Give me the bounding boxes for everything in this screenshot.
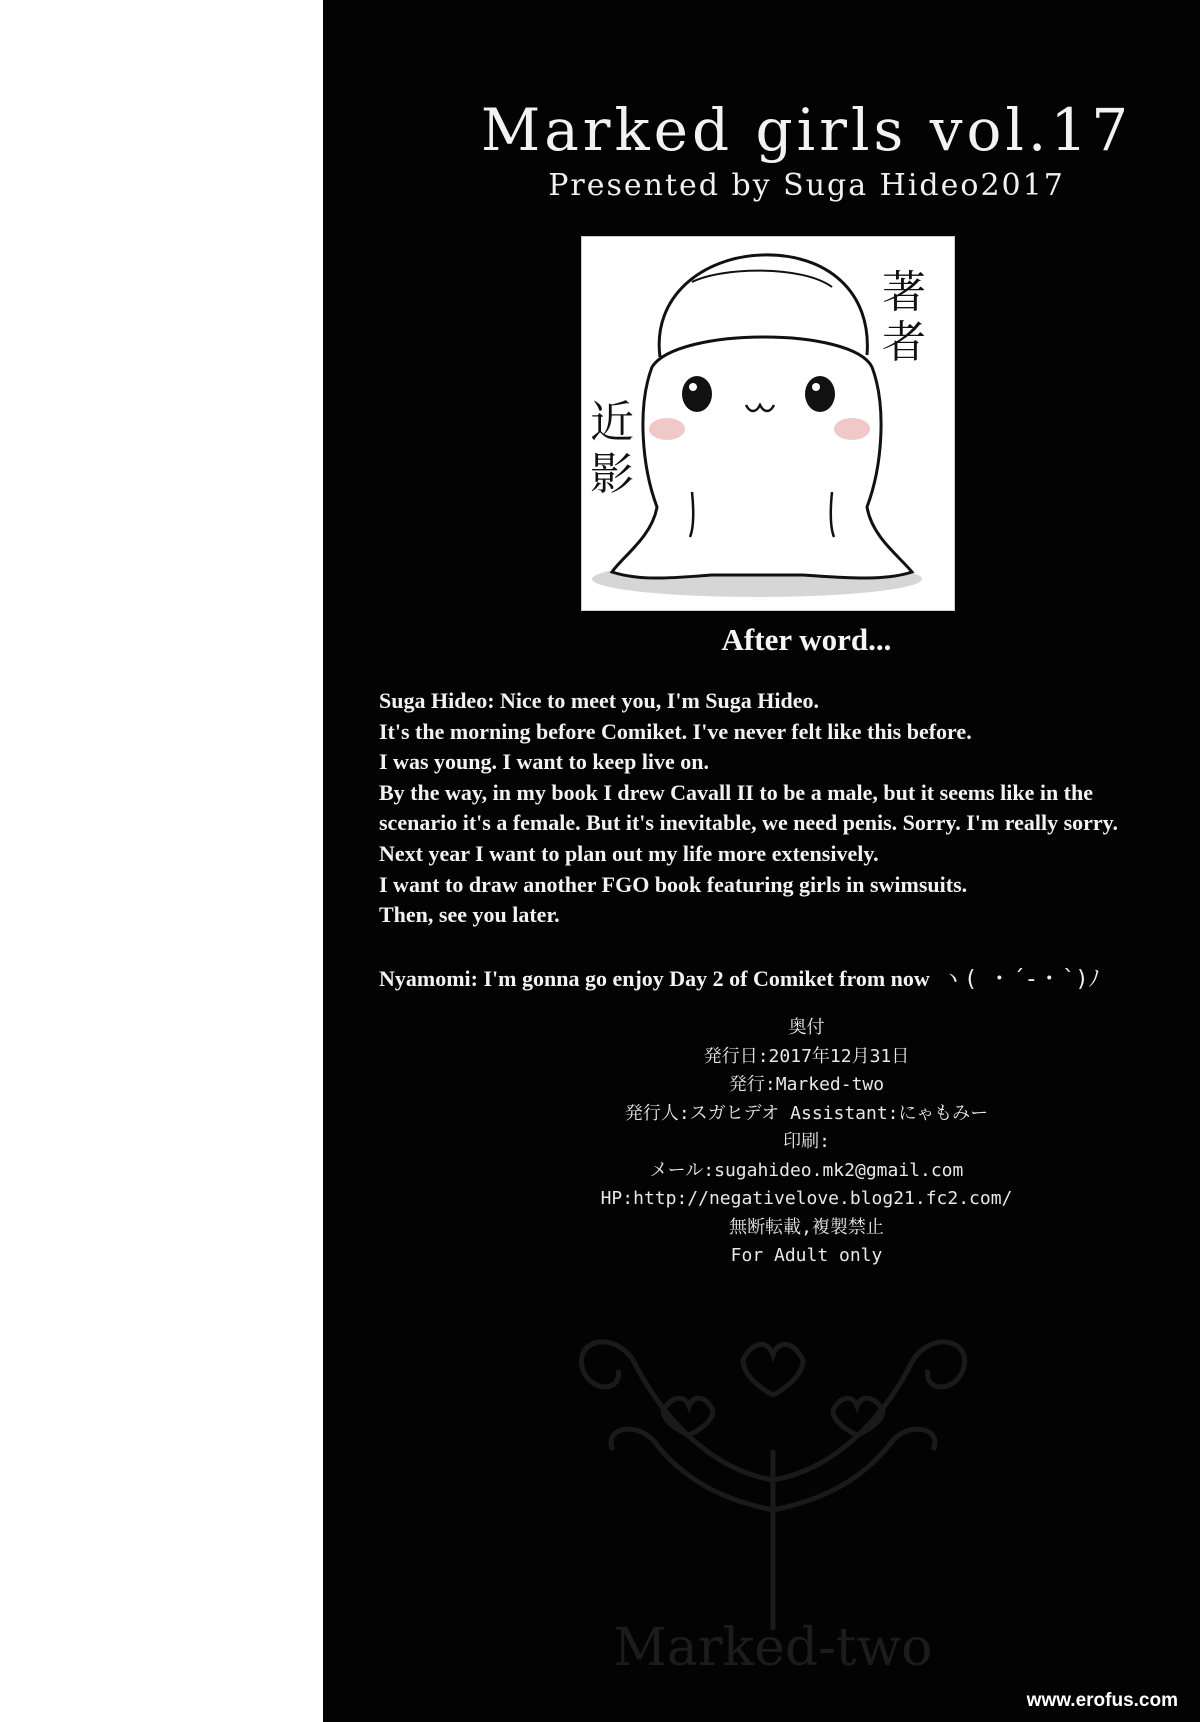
caption-right-char1: 著 xyxy=(882,267,926,318)
colophon-homepage: HP:http://negativelove.blog21.fc2.com/ xyxy=(600,1188,1013,1209)
afterword-line: I was young. I want to keep live on. xyxy=(379,749,710,775)
caption-left-char1: 近 xyxy=(590,397,634,448)
afterword-line: It's the morning before Comiket. I've never felt like this before. xyxy=(379,718,972,744)
caption-left-char2: 影 xyxy=(590,449,634,500)
afterword-line: Suga Hideo: Nice to meet you, I'm Suga Hideo. xyxy=(379,688,819,713)
afterword-text xyxy=(379,686,1199,931)
colophon-heading: 奥付 xyxy=(788,1017,825,1038)
page-title: Marked girls vol.17 xyxy=(480,96,1133,164)
kaomoji-emote: ヽ( ・´-・`)ﾉ xyxy=(941,967,1103,992)
site-watermark: www.erofus.com xyxy=(1026,1690,1178,1711)
afterword-line: By the way, in my book I drew Cavall II to be a male, but it seems like in the xyxy=(379,779,1094,805)
colophon-printer: 印刷: xyxy=(783,1131,830,1152)
circle-logo xyxy=(513,1300,1033,1720)
colophon xyxy=(323,1014,1200,1271)
author-portrait-illustration xyxy=(581,236,955,611)
afterword-line: scenario it's a female. But it's inevitable, we need penis. Sorry. I'm really sorry. xyxy=(379,810,1118,836)
colophon-email: メール:sugahideo.mk2@gmail.com xyxy=(649,1159,964,1181)
colophon-publisher: 発行:Marked-two xyxy=(728,1074,885,1095)
assistant-note-text: Nyamomi: I'm gonna go enjoy Day 2 of Comiket from now xyxy=(379,966,930,991)
back-cover-page xyxy=(323,0,1200,1722)
afterword-line: I want to draw another FGO book featuring girls in swimsuits. xyxy=(379,871,968,897)
colophon-copyright: 無断転載,複製禁止 xyxy=(729,1216,884,1238)
page-subtitle: Presented by Suga Hideo2017 xyxy=(548,168,1065,203)
colophon-issuer: 発行人:スガヒデオ Assistant:にゃもみー xyxy=(624,1102,989,1124)
afterword-line: Next year I want to plan out my life more extensively. xyxy=(379,840,879,866)
colophon-rating: For Adult only xyxy=(730,1245,883,1266)
afterword-line: Then, see you later. xyxy=(379,902,560,928)
afterword-heading: After word... xyxy=(721,622,892,657)
logo-text: Marked-two xyxy=(613,1618,933,1678)
assistant-note xyxy=(379,962,1199,993)
colophon-publish-date: 発行日:2017年12月31日 xyxy=(703,1045,910,1067)
blank-left-page xyxy=(0,0,323,1722)
caption-right-char2: 者 xyxy=(882,317,926,368)
